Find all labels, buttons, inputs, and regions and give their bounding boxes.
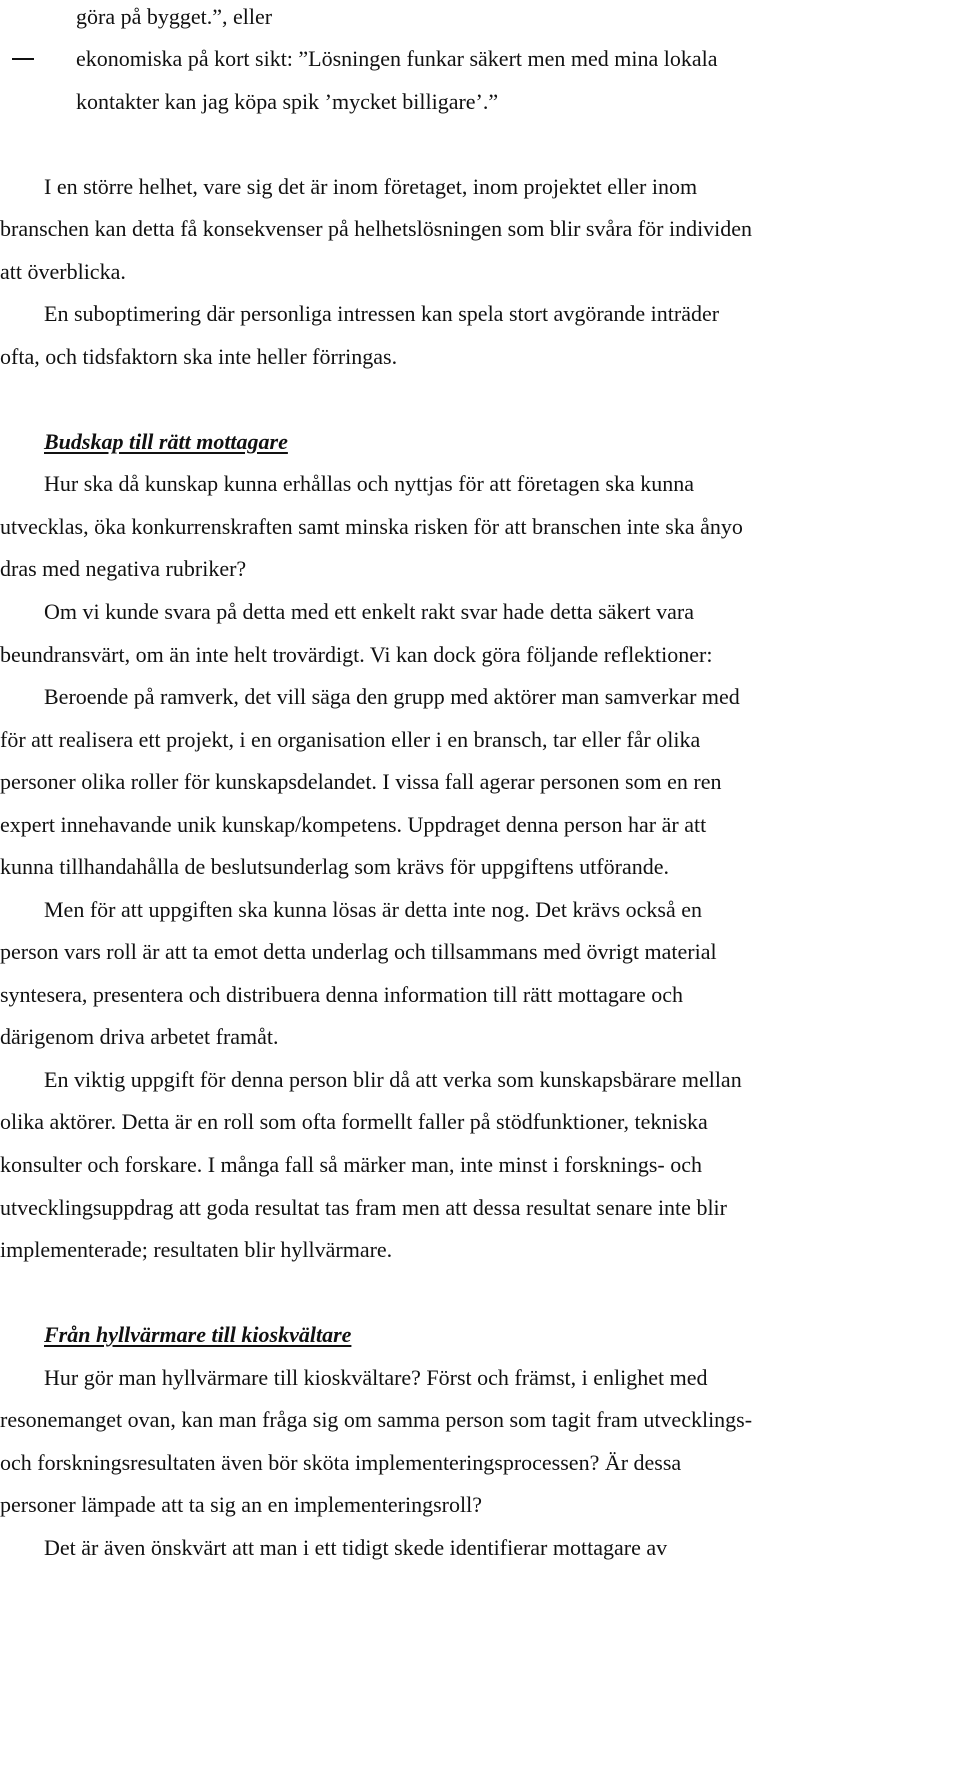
paragraph-line: Hur ska då kunskap kunna erhållas och nyttjas för att företagen ska kunna (44, 471, 695, 496)
paragraph-line: därigenom driva arbetet framåt. (0, 1024, 279, 1049)
paragraph-line: Beroende på ramverk, det vill säga den grupp med aktörer man samverkar med (44, 684, 740, 709)
paragraph-line: En viktig uppgift för denna person blir då att verka som kunskapsbärare mellan (44, 1067, 742, 1092)
list-item-text: kontakter kan jag köpa spik ’mycket billigare’.” (76, 89, 499, 114)
paragraph-line: ofta, och tidsfaktorn ska inte heller förringas. (0, 344, 398, 369)
paragraph-line: En suboptimering där personliga intressen kan spela stort avgörande inträder (44, 301, 720, 326)
list-item-text: ekonomiska på kort sikt: ”Lösningen funkar säkert men med mina lokala (76, 46, 718, 71)
paragraph-line: personer olika roller för kunskapsdelandet. I vissa fall agerar personen som en ren (0, 769, 722, 794)
paragraph-line: för att realisera ett projekt, i en organisation eller i en bransch, tar eller får olika (0, 727, 701, 752)
paragraph-line: beundransvärt, om än inte helt trovärdigt. Vi kan dock göra följande reflektioner: (0, 642, 713, 667)
paragraph-line: och forskningsresultaten även bör sköta implementeringsprocessen? Är dessa (0, 1450, 682, 1475)
paragraph-line: dras med negativa rubriker? (0, 556, 247, 581)
paragraph-line: expert innehavande unik kunskap/kompetens. Uppdraget denna person har är att (0, 812, 707, 837)
paragraph-line: Men för att uppgiften ska kunna lösas är detta inte nog. Det krävs också en (44, 897, 702, 922)
paragraph-line: att överblicka. (0, 259, 126, 284)
paragraph-line: I en större helhet, vare sig det är inom företaget, inom projektet eller inom (44, 174, 698, 199)
paragraph-line: utvecklingsuppdrag att goda resultat tas fram men att dessa resultat senare inte blir (0, 1195, 727, 1220)
paragraph-line: Om vi kunde svara på detta med ett enkelt rakt svar hade detta säkert vara (44, 599, 694, 624)
paragraph-line: utvecklas, öka konkurrenskraften samt minska risken för att branschen inte ska ånyo (0, 514, 743, 539)
paragraph-line: implementerade; resultaten blir hyllvärmare. (0, 1237, 393, 1262)
paragraph-line: person vars roll är att ta emot detta underlag och tillsammans med övrigt material (0, 939, 717, 964)
paragraph-line: Hur gör man hyllvärmare till kioskvältare? Först och främst, i enlighet med (44, 1365, 708, 1390)
list-dash (12, 58, 34, 60)
section-heading: Budskap till rätt mottagare (44, 429, 288, 454)
paragraph-line: branschen kan detta få konsekvenser på helhetslösningen som blir svåra för individen (0, 216, 753, 241)
paragraph-line: olika aktörer. Detta är en roll som ofta formellt faller på stödfunktioner, tekniska (0, 1109, 708, 1134)
paragraph-line: personer lämpade att ta sig an en implementeringsroll? (0, 1492, 483, 1517)
paragraph-line: konsulter och forskare. I många fall så märker man, inte minst i forsknings- och (0, 1152, 702, 1177)
paragraph-line: resonemanget ovan, kan man fråga sig om samma person som tagit fram utvecklings- (0, 1407, 753, 1432)
paragraph-line: kunna tillhandahålla de beslutsunderlag som krävs för uppgiftens utförande. (0, 854, 669, 879)
paragraph-line: syntesera, presentera och distribuera denna information till rätt mottagare och (0, 982, 683, 1007)
paragraph-line: Det är även önskvärt att man i ett tidigt skede identifierar mottagare av (44, 1535, 668, 1560)
section-heading: Från hyllvärmare till kioskvältare (44, 1322, 352, 1347)
text-line: göra på bygget.”, eller (76, 4, 273, 29)
